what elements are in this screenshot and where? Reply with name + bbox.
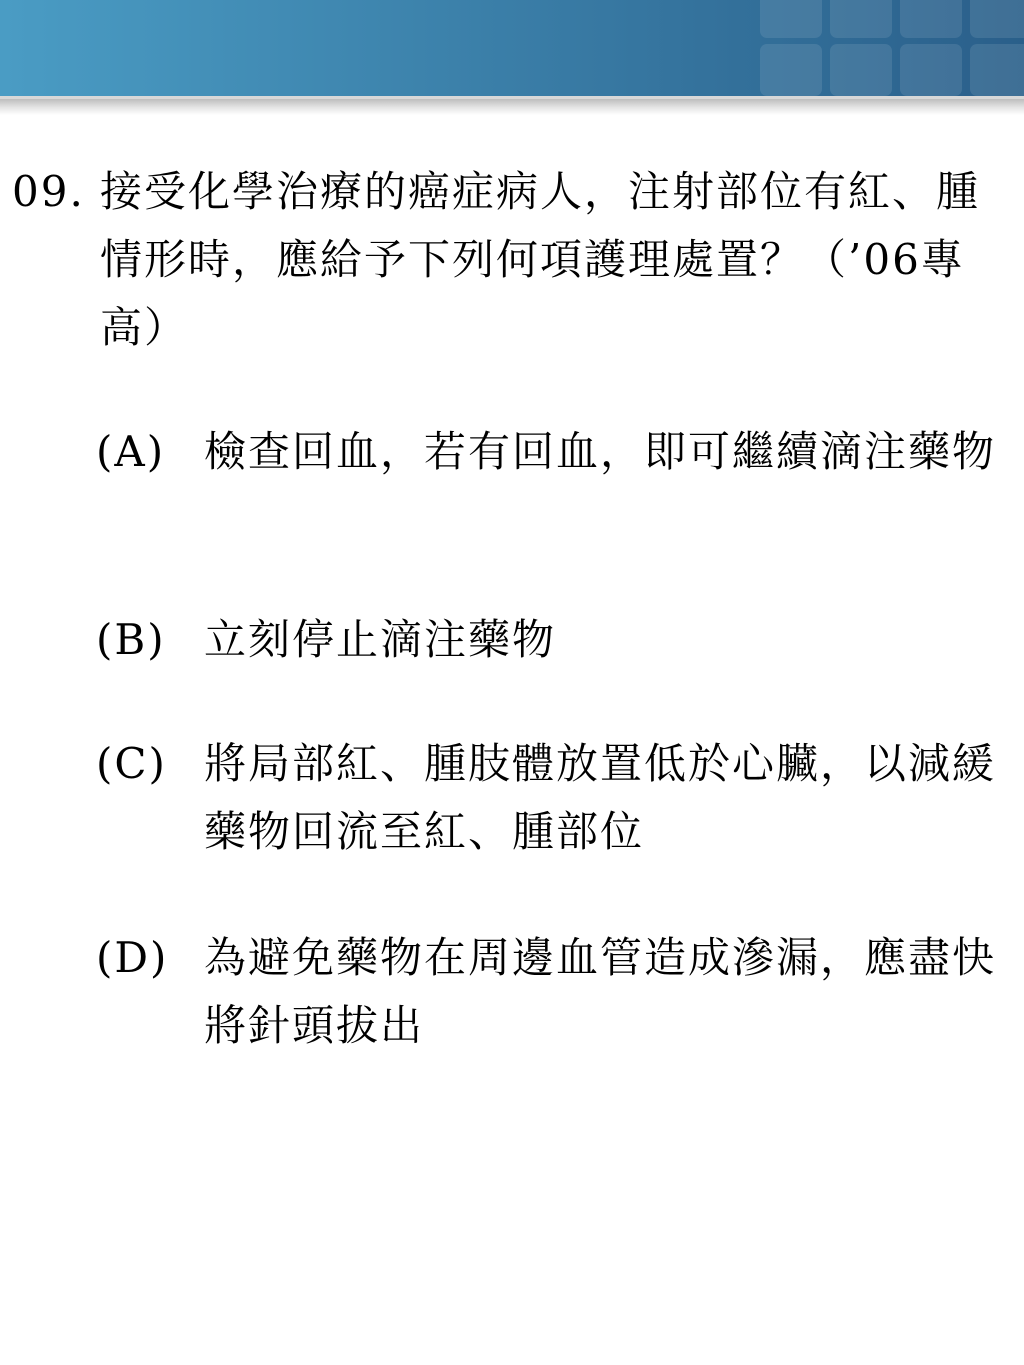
option-a-label: (A) [96,427,166,476]
option-d-text: 為避免藥物在周邊血管造成滲漏，應盡快將針頭拔出 [204,933,997,1050]
question-number: 09. [12,167,85,216]
option-c-label: (C) [96,739,167,788]
option-a-text: 檢查回血，若有回血，即可繼續滴注藥物 [204,427,997,476]
option-c-text: 將局部紅、腫肢體放置低於心臟，以減緩藥物回流至紅、腫部位 [204,739,997,856]
option-b-text: 立刻停止滴注藥物 [204,615,557,664]
question-text: 接受化學治療的癌症病人，注射部位有紅、腫情形時，應給予下列何項護理處置？（’06專高） [100,167,981,352]
option-b-label: (B) [96,615,166,664]
option-d-label: (D) [96,933,169,982]
